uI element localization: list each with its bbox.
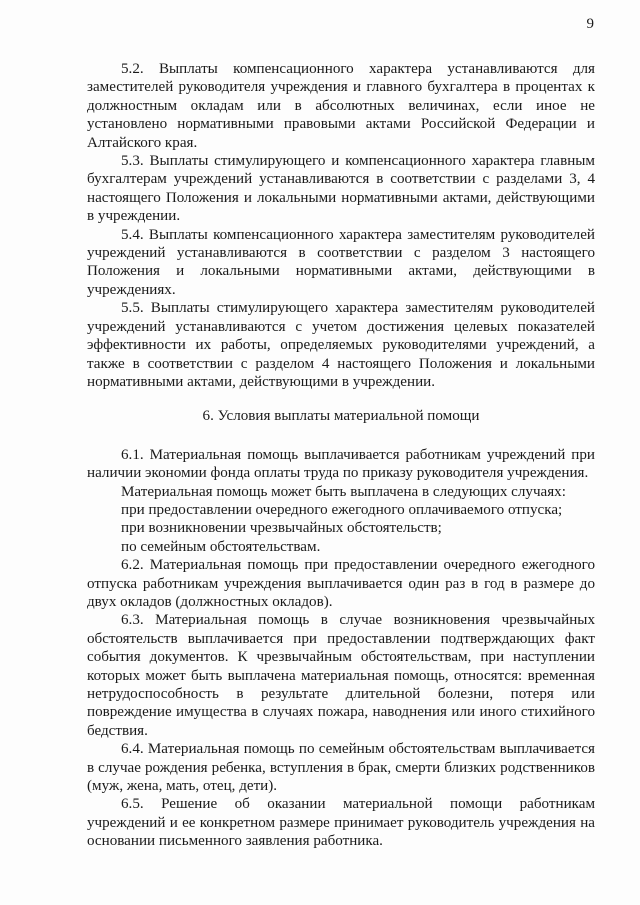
- paragraph-6-4: 6.4. Материальная помощь по семейным обстоятельствам выплачивается в случае рождения ребенка, вступления в брак, смерти близких родственников (муж, жена, мать, отец, дети).: [87, 741, 595, 795]
- paragraph-5-3: 5.3. Выплаты стимулирующего и компенсационного характера главным бухгалтерам учреждений устанавливаются в соответствии с разделами 3, 4 настоящего Положения и локальными нормативными актами, действующими в учреждении.: [87, 153, 595, 225]
- paragraph-5-4: 5.4. Выплаты компенсационного характера заместителям руководителей учреждений устанавливаются в соответствии с разделом 3 настоящего Положения и локальными нормативными актами, действующими в учреждениях.: [87, 226, 595, 298]
- page-number: 9: [586, 16, 594, 32]
- paragraph-6-2: 6.2. Материальная помощь при предоставлении очередного ежегодного отпуска работникам учреждения выплачивается один раз в год в размере до двух окладов (должностных окладов).: [87, 557, 595, 610]
- case-item: по семейным обстоятельствам.: [121, 538, 321, 555]
- case-item: при предоставлении очередного ежегодного оплачиваемого отпуска;: [121, 501, 563, 518]
- paragraph-5-5: 5.5. Выплаты стимулирующего характера заместителям руководителей учреждений устанавливаются с учетом достижения целевых показателей эффективности их работы, определяемых руководителями учреждений, а также в соответствии с разделом 4 настоящего Положения и локальными нормативными актами, действующими в учреждении.: [87, 300, 595, 390]
- cases-intro: Материальная помощь может быть выплачена в следующих случаях:: [121, 483, 566, 500]
- paragraph-5-2: 5.2. Выплаты компенсационного характера устанавливаются для заместителей руководителя учреждения и главного бухгалтера в процентах к должностным окладам или в абсолютных величинах, если иное не установлено нормативными правовыми актами Российской Федерации и Алтайского края.: [87, 61, 595, 151]
- document-body: [87, 60, 595, 851]
- paragraph-6-1: 6.1. Материальная помощь выплачивается работникам учреждений при наличии экономии фонда оплаты труда по приказу руководителя учреждения.: [87, 446, 595, 482]
- paragraph-6-3: 6.3. Материальная помощь в случае возникновения чрезвычайных обстоятельств выплачивается при предоставлении подтверждающих факт события документов. К чрезвычайным обстоятельствам, при наступлении которых может быть выплачена материальная помощь, относятся: временная нетрудоспособность в результате длительной болезни, потеря или повреждение имущества в случаях пожара, наводнения или иного стихийного бедствия.: [87, 612, 595, 739]
- paragraph-6-5: 6.5. Решение об оказании материальной помощи работникам учреждений и ее конкретном размере принимает руководитель учреждения на основании письменного заявления работника.: [87, 796, 595, 850]
- section-heading: 6. Условия выплаты материальной помощи: [202, 408, 480, 425]
- case-item: при возникновении чрезвычайных обстоятельств;: [121, 520, 442, 537]
